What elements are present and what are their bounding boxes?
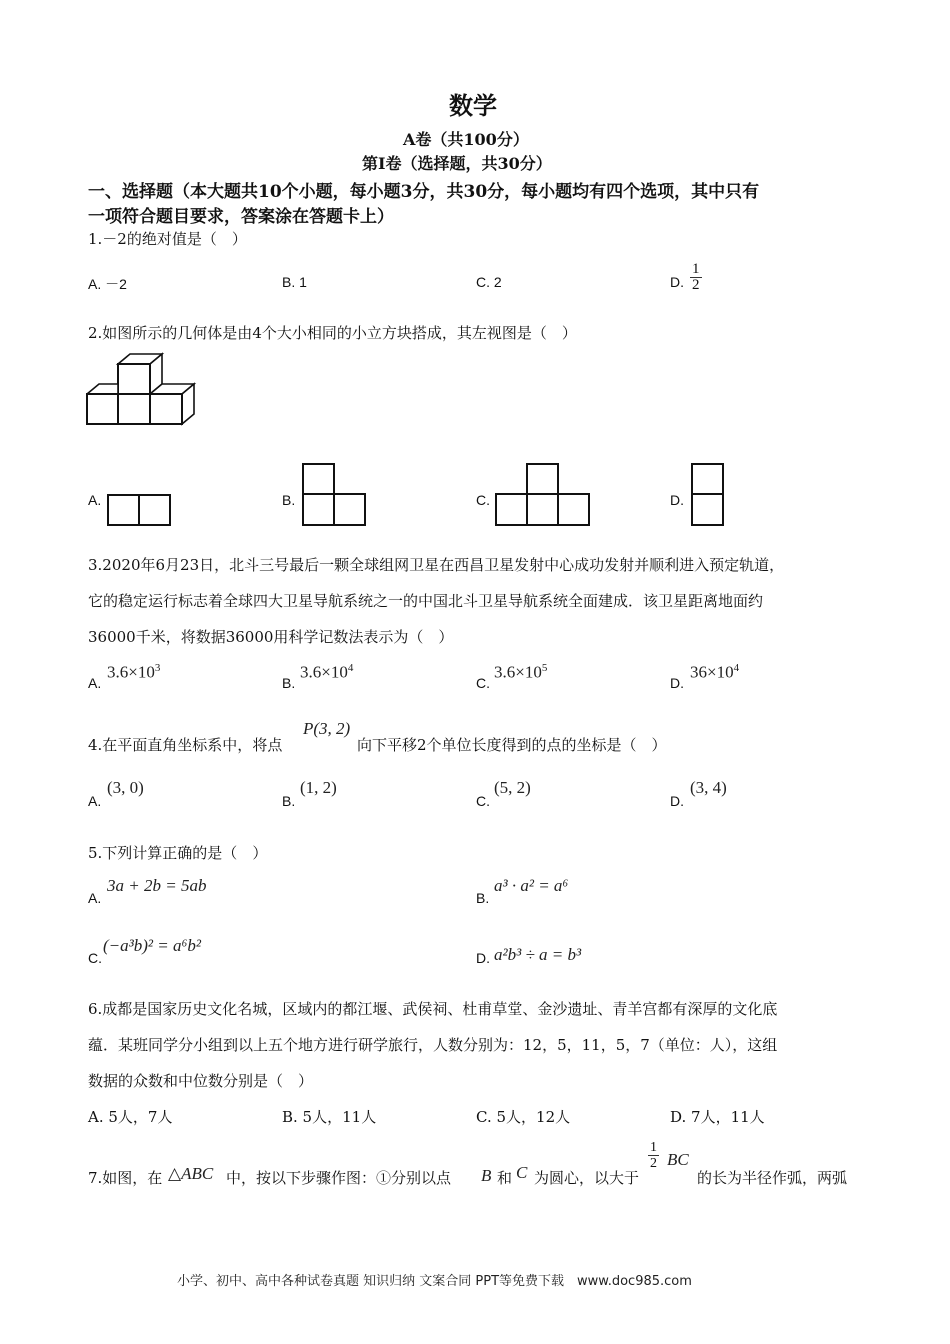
q2-option-a-label: A.: [88, 492, 102, 508]
q2-option-b-label: B.: [282, 492, 296, 508]
q4-option-c-label: C.: [476, 793, 490, 809]
q7-segment-bc: BC: [667, 1150, 689, 1169]
q5-option-b-value: a³ · a² = a⁶: [494, 876, 569, 895]
q2-bottom-cube-1: [87, 394, 118, 424]
q1-d-numerator: 1: [692, 261, 700, 277]
q2-option-c-label: C.: [476, 492, 490, 508]
q7-text-mid1: 中，按以下步骤作图：①分别以点: [226, 1169, 452, 1187]
q4-option-a-label: A.: [88, 793, 102, 809]
q3-option-d-label: D.: [670, 675, 684, 691]
q4-point: P(3, 2): [303, 719, 351, 738]
q2-bottom-cube-3: [150, 394, 182, 424]
page-title: 数学: [449, 91, 497, 120]
q3-line3: 36000千米，将数据36000用科学记数法表示为（ ）: [88, 628, 454, 646]
q5-option-c-value: (−a³b)² = a⁶b²: [103, 936, 201, 955]
q1-option-b: B. 1: [282, 274, 307, 290]
q4-stem-pre: 4.在平面直角坐标系中，将点: [88, 736, 283, 754]
q7-text-mid2: 和: [497, 1169, 513, 1187]
q2-option-c-figure: [494, 462, 591, 527]
q4-stem-post: 向下平移2个单位长度得到的点的坐标是（ ）: [357, 736, 667, 754]
q2-solid-figure: [86, 350, 198, 430]
q1-option-c: C. 2: [476, 274, 502, 290]
q3-option-b-label: B.: [282, 675, 296, 691]
q4-option-d-value: (3, 4): [690, 778, 727, 797]
q3-option-c-value: $3.6\times 10^5$: [494, 662, 548, 682]
section-1-heading-line1: 一、选择题（本大题共10个小题，每小题3分，共30分，每小题均有四个选项，其中只有: [88, 182, 760, 202]
q6-option-d: D. 7人，11人: [670, 1108, 765, 1126]
q5-option-a-value: 3a + 2b = 5ab: [107, 876, 207, 895]
paper-a-heading: A卷（共100分）: [403, 130, 529, 149]
q2-bottom-cube-2: [118, 394, 150, 424]
q3-option-a-value: $3.6\times 10^3$: [107, 662, 161, 682]
q1-option-a: A. －2: [88, 276, 127, 292]
q6-option-b: B. 5人，11人: [282, 1108, 377, 1126]
q5-option-b-label: B.: [476, 890, 490, 906]
q5-option-a-label: A.: [88, 890, 102, 906]
q6-option-a: A. 5人，7人: [88, 1108, 173, 1126]
q6-line3: 数据的众数和中位数分别是（ ）: [88, 1072, 314, 1090]
q2-option-a-figure: [106, 493, 172, 527]
q7-triangle: △ABC: [168, 1164, 214, 1183]
q7-text-post: 的长为半径作弧，两弧: [697, 1169, 848, 1187]
q3-option-a-label: A.: [88, 675, 102, 691]
q1-option-d-label: D.: [670, 274, 684, 290]
q2-left-cube-top-face: [87, 384, 118, 394]
q4-option-a-value: (3, 0): [107, 778, 144, 797]
q7-text-pre: 7.如图，在: [88, 1169, 163, 1187]
q3-line1: 3.2020年6月23日，北斗三号最后一颗全球组网卫星在西昌卫星发射中心成功发射并顺利进入预定轨道，: [88, 556, 785, 574]
q3-option-b-value: $3.6\times 10^4$: [300, 662, 354, 682]
q1-d-denominator: 2: [692, 277, 700, 293]
q2-option-d-figure: [690, 462, 725, 527]
volume-1-heading: 第Ⅰ卷（选择题，共30分）: [362, 154, 552, 173]
q7-text-mid3: 为圆心，以大于: [534, 1169, 640, 1187]
q4-option-c-value: (5, 2): [494, 778, 531, 797]
q6-option-c: C. 5人，12人: [476, 1108, 571, 1126]
q7-fraction: [648, 1140, 659, 1171]
q5-option-d-value: a²b³ ÷ a = b³: [494, 945, 582, 964]
q2-option-d-label: D.: [670, 492, 684, 508]
q3-option-d-value: $36\times 10^4$: [690, 662, 740, 682]
page-footer: 小学、初中、高中各种试卷真题 知识归纳 文案合同 PPT等免费下载 www.doc985.com: [177, 1274, 692, 1289]
q7-frac-numerator: 1: [650, 1140, 657, 1155]
q4-option-b-label: B.: [282, 793, 296, 809]
q7-point-b: B: [481, 1166, 492, 1185]
q7-frac-denominator: 2: [650, 1156, 657, 1171]
q3-line2: 它的稳定运行标志着全球四大卫星导航系统之一的中国北斗卫星导航系统全面建成．该卫星距离地面约: [88, 592, 764, 610]
q2-top-cube-front: [118, 364, 150, 394]
q6-line1: 6.成都是国家历史文化名城，区域内的都江堰、武侯祠、杜甫草堂、金沙遗址、青羊宫都有深厚的文化底: [88, 1000, 778, 1018]
q6-line2: 蕴．某班同学分小组到以上五个地方进行研学旅行，人数分别为：12，5，11，5，7（单位：人），这组: [88, 1036, 778, 1054]
q7-point-c: C: [516, 1163, 528, 1182]
q3-option-c-label: C.: [476, 675, 490, 691]
q2-stem: 2.如图所示的几何体是由4个大小相同的小立方块搭成，其左视图是（ ）: [88, 324, 577, 342]
q5-stem: 5.下列计算正确的是（ ）: [88, 844, 268, 862]
q5-option-d-label: D.: [476, 950, 490, 966]
q4-option-b-value: (1, 2): [300, 778, 337, 797]
q1-stem: 1.－2的绝对值是（ ）: [88, 230, 247, 248]
section-1-heading-line2: 一项符合题目要求，答案涂在答题卡上）: [88, 207, 394, 227]
q1-option-d-fraction: [690, 262, 702, 293]
q5-option-c-label: C.: [88, 950, 102, 966]
q4-option-d-label: D.: [670, 793, 684, 809]
q2-option-b-figure: [301, 462, 367, 527]
